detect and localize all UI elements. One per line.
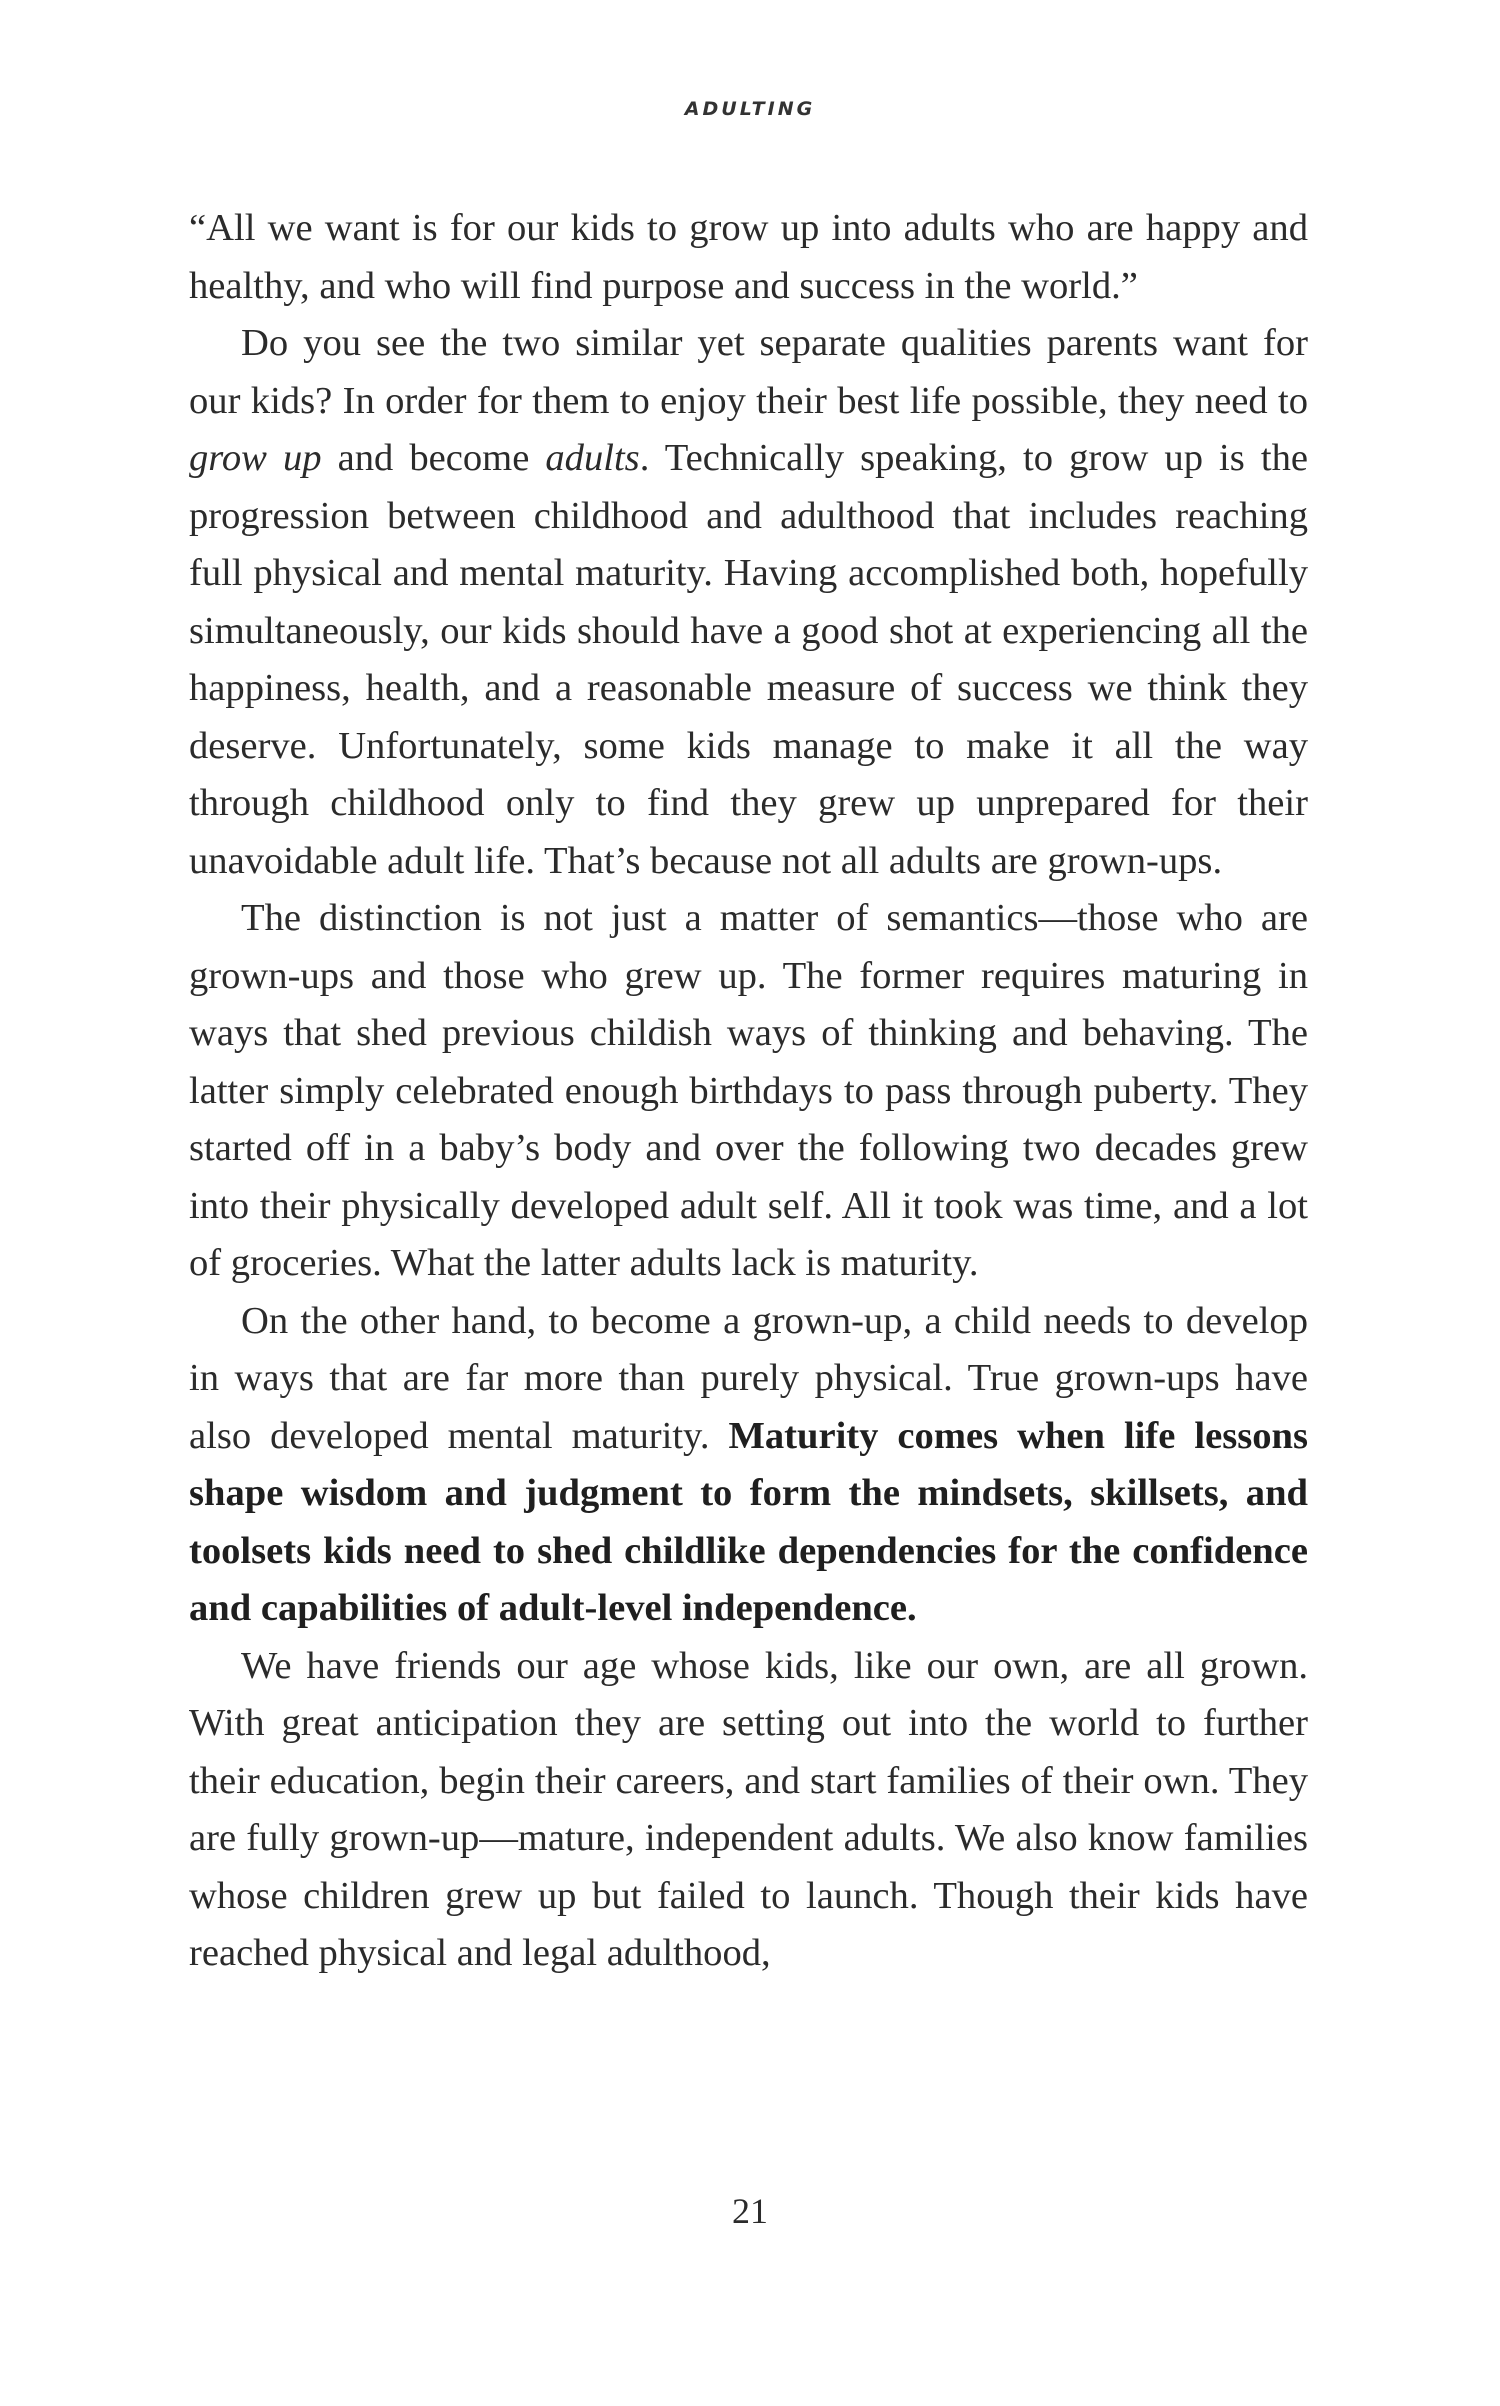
running-head: ADULTING [684,98,816,120]
paragraph-text: and become [321,437,546,479]
paragraph-text: Do you see the two similar yet separate qualities parents want for our kids? In order for them to enjoy their best life possible, they need to [189,322,1308,422]
paragraph-text: On the other hand, to become a grown-up, a child needs to develop in ways that are far more than purely physical. True grown-ups have also developed mental maturity. [189,1299,1308,1457]
paragraph-quote: “All we want is for our kids to grow up into adults who are happy and healthy, and who will find purpose and success in the world.” [189,207,1308,307]
bold-key-statement: Maturity comes when life lessons shape wisdom and judgment to form the mindsets, skillsets, and toolsets kids need to shed childlike dependencies for the confidence and capabilities of adult-level independence. [189,1414,1308,1629]
italic-term-grow-up: grow up [189,437,322,479]
body-text [189,200,1308,1983]
italic-term-adults: adults [545,437,640,479]
paragraph-friends: We have friends our age whose kids, like our own, are all grown. With great anticipation they are setting out into the world to further their education, begin their careers, and start families of their own. They are fully grown-up—mature, independent adults. We also know families whose children grew up but failed to launch. Though their kids have reached physical and legal adulthood, [189,1644,1308,1974]
paragraph-maturity [189,1293,1308,1638]
paragraph-text: . Technically speaking, to grow up is the progression between childhood and adulthood that includes reaching full physical and mental maturity. Having accomplished both, hopefully simultaneously, our kids should have a good shot at experiencing all the happiness, health, and a reasonable measure of success we think they deserve. Unfortunately, some kids manage to make it all the way through childhood only to find they grew up unprepared for their unavoidable adult life. That’s because not all adults are grown-ups. [189,437,1308,882]
paragraph-distinction: The distinction is not just a matter of semantics—those who are grown-ups and those who grew up. The former requires maturing in ways that shed previous childish ways of thinking and behaving. The latter simply celebrated enough birthdays to pass through puberty. They started off in a baby’s body and over the following two decades grew into their physically developed adult self. All it took was time, and a lot of groceries. What the latter adults lack is maturity. [189,897,1308,1284]
page-number: 21 [732,2191,768,2231]
paragraph-grow-up [189,315,1308,890]
